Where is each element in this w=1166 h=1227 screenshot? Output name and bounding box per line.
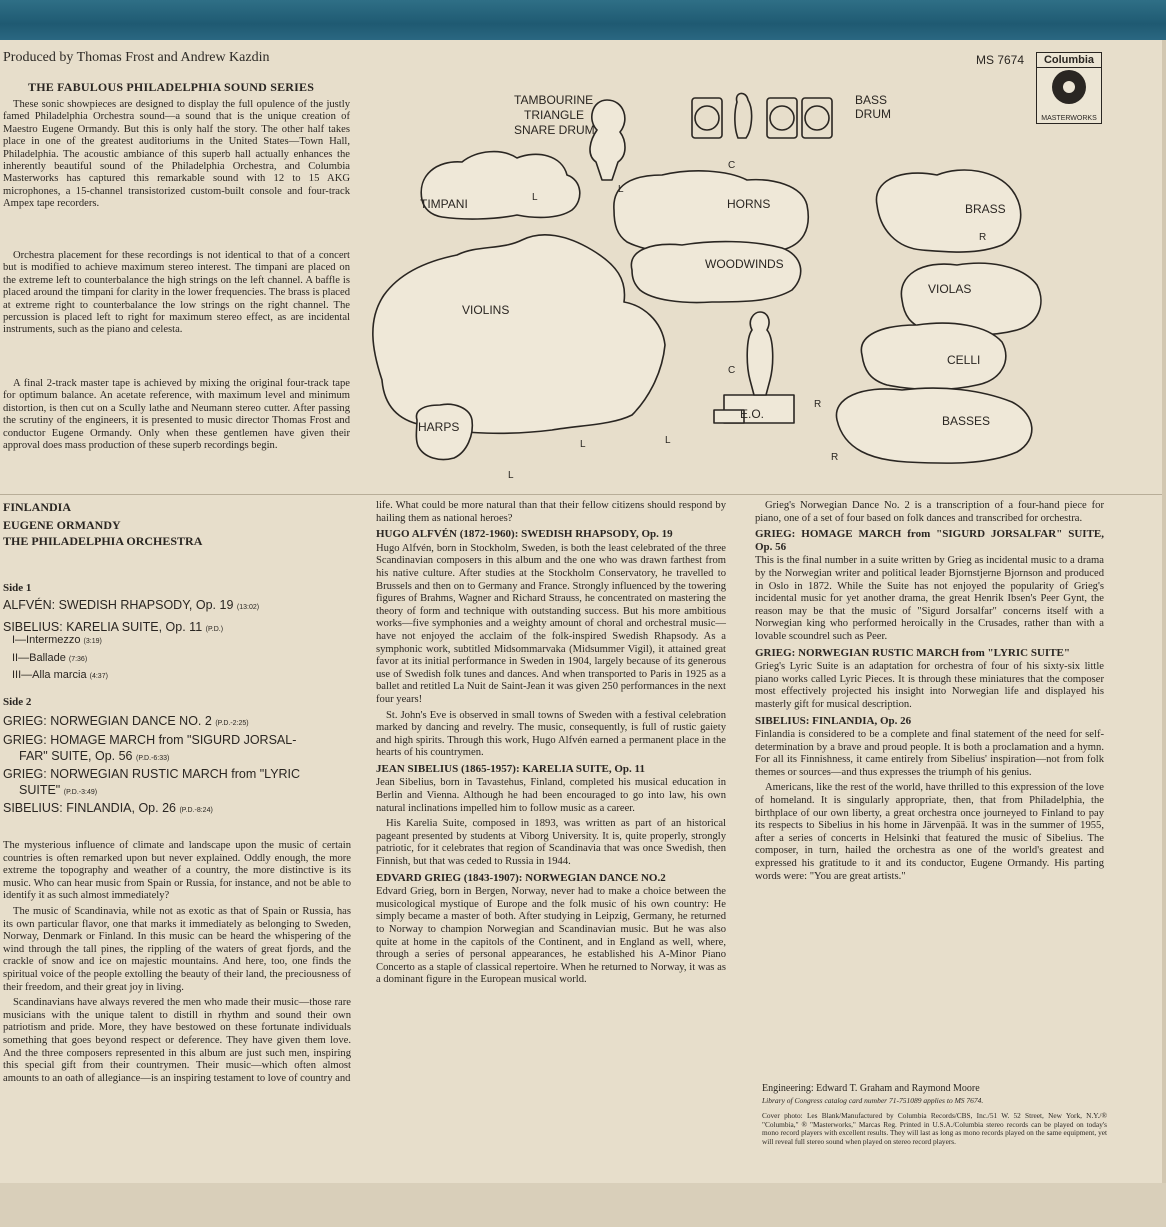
engineering-credit: Engineering: Edward T. Graham and Raymond Moore — [762, 1083, 980, 1094]
alfven-paragraph-1: Hugo Alfvén, born in Stockholm, Sweden, is both the least celebrated of the three Scandinavian composers in this album and the one who was drawn farthest from his native culture. After studies at the Stockholm Conservatory, he travelled to Brussels and then on to Germany and France. Strongly influenced by the towering figures of Brahms, Wagner and Richard Strauss, he concentrated on mastering the theory of form and technique with outstanding success. But his more ambitious works—five symphonies and a weighty amount of choral and orchestral music—have not enjoyed the acclaim of the folk-inspired Swedish Rhapsody. As a symphonic work, subtitled Midsommarvaka (Midsummer Vigil), it attained great favor at its initial performance in Sweden in 1904, largely because of its generous use of Swedish folk tunes and dances. And when transported to Paris in 1925 as a ballet and retitled La Nuit de Saint-Jean it was given 250 performances in the next four years! — [376, 542, 726, 705]
essay-paragraph-1: The mysterious influence of climate and landscape upon the music of certain countries is often remarked upon but never explained. Oddly enough, the more extreme the topography and weather of a country, the more distinctive is its music. Who can hear music from Spain or Russia, for instance, and not be able to identify it as such almost immediately? — [3, 840, 351, 902]
middle-column — [376, 500, 726, 990]
sheet-bottom-edge — [0, 1183, 1166, 1227]
orchestra-seating-diagram — [362, 80, 1108, 500]
track-rustic-march: GRIEG: NORWEGIAN RUSTIC MARCH from "LYRIC SUITE" (P.D.-3:49) — [3, 767, 301, 797]
movement-ballade: II—Ballade (7:36) — [12, 652, 88, 664]
label-celli: CELLI — [947, 353, 981, 367]
heading-grieg: EDVARD GRIEG (1843-1907): NORWEGIAN DANCE NO.2 — [376, 871, 666, 884]
track-alfven: ALFVÉN: SWEDISH RHAPSODY, Op. 19 (13:02) — [3, 598, 260, 612]
heading-rustic-march: GRIEG: NORWEGIAN RUSTIC MARCH from "LYRIC SUITE" — [755, 646, 1070, 659]
library-of-congress-note: Library of Congress catalog card number 71-751089 applies to MS 7674. — [762, 1096, 984, 1105]
track-homage-march: GRIEG: HOMAGE MARCH from "SIGURD JORSAL- FAR" SUITE, Op. 56 (P.D.-6:33) — [3, 733, 297, 763]
catalog-number: MS 7674 — [976, 53, 1025, 67]
homage-paragraph: This is the final number in a suite written by Grieg as incidental music to a drama by the Norwegian writer and political leader Bjornstjerne Bjornson and produced in Oslo in 1872. While the Suite has not enjoyed the popularity of Grieg's incidental music for yet another drama, the great Henrik Ibsen's Peer Gynt, the reason may be that the music of "Sigurd Jorsalfar" concerns itself with a Norwegian king who performed heroically in the Crusades, rather than with a lovable scoundrel such as Peer. — [755, 555, 1104, 642]
finlandia-paragraph-1: Finlandia is considered to be a complete and final statement of the need for self-determination by a brave and proud people. It is both a proclamation and a hymn. For all its Finnishness, it came entirely from Sibelius' inspiration—not from folk themes or sources—and thus expresses the triumph of his genius. — [755, 729, 1104, 778]
top-band — [0, 0, 1166, 40]
label-triangle: TRIANGLE — [524, 108, 585, 122]
sibelius-paragraph-1: Jean Sibelius, born in Tavastehus, Finland, completed his musical education in Berlin and Vienna. Although he had been encouraged to go into law, his own natural inclinations impelled him to follow music as a career. — [376, 777, 726, 814]
middle-paragraph-0: life. What could be more natural than that their fellow citizens should respond by hailing them as national heroes? — [376, 500, 726, 524]
essay-paragraph-2: The music of Scandinavia, while not as exotic as that of Spain or Russia, has its own particular flavor, one that marks it immediately as belonging to Sweden, Norway, Denmark or Finland. In this music can be heard the whispering of the wind through the tall pines, the rippling of the waters of great fjords, and the crackle of snow and ice on majestic mountains. And here, too, one finds the spiritual voice of the people extolling the beauty of their land, the preciousness of their freedom, and their great joy in living. — [3, 905, 351, 993]
fine-print: Cover photo: Les Blank/Manufactured by Columbia Records/CBS, Inc./51 W. 52 Street, New York, N.Y./® "Columbia," ® "Masterworks," Marcas Reg. Printed in U.S.A./Columbia stereo records can be played on today's mono record players with excellent results. They will last as long as mono records played on the same equipment, yet will reveal full stereo sound when played on stereo record players. — [762, 1111, 1107, 1146]
mic-label-l4: L — [665, 435, 671, 446]
logo-masterworks: MASTERWORKS — [1041, 115, 1097, 122]
right-paragraph-0: Grieg's Norwegian Dance No. 2 is a transcription of a four-hand piece for piano, one of a set of four based on folk dances and transcribed for orchestra. — [755, 500, 1104, 524]
heading-sibelius: JEAN SIBELIUS (1865-1957): KARELIA SUITE, Op. 11 — [376, 762, 645, 775]
orchestra-name: THE PHILADELPHIA ORCHESTRA — [3, 534, 203, 548]
mic-label-r2: R — [814, 399, 822, 410]
horns-section — [614, 171, 808, 253]
mic-label-c2: C — [728, 365, 736, 376]
grieg-paragraph-1: Edvard Grieg, born in Bergen, Norway, never had to make a choice between the musicological mystique of Europe and the folk music of his own country: He simply became a master of both. After studying in Leipzig, Germany, he returned to Norway to champion Norwegian and Scandinavian music. But he was also quite at home in the capitols of the Continent, and in England as well, where, through a series of personal appearances, he established his A-Minor Piano Concerto as a staple of classical repertoire. When he returned to Norway, it was as a dominant figure in the European musical world. — [376, 886, 726, 986]
alfven-paragraph-2: St. John's Eve is observed in small towns of Sweden with a festival celebration marked by dancing and revelry. The music, consequently, is full of rustic gaiety and high spirits. Through this work, Hugo Alfvén earned a permanent place in the hearts of his countrymen. — [376, 709, 726, 759]
finlandia-paragraph-2: Americans, like the rest of the world, have thrilled to this expression of the love of homeland. It is singularly appropriate, then, that from Philadelphia, the birthplace of our own liberty, a great orchestra once journeyed to Finland to pay its respects to Sibelius in his home in Järvenpää. It was in the summer of 1955, after a series of concerts in Helsinki that featured the music of Sibelius. The composer, in turn, hailed the orchestra as one of the world's greatest and expressed his gratitude to it and its conductor, Eugene Ormandy. His parting words were: "You are great artists." — [755, 782, 1104, 882]
mic-label-l2: L — [618, 184, 624, 195]
essay-column — [3, 840, 351, 1088]
conductor-name: EUGENE ORMANDY — [3, 518, 121, 532]
drums-icon — [692, 93, 832, 138]
heading-finlandia: SIBELIUS: FINLANDIA, Op. 26 — [755, 714, 912, 727]
basses-section — [836, 388, 1031, 463]
heading-homage-march: GRIEG: HOMAGE MARCH from "SIGURD JORSALFAR" SUITE, Op. 56 — [755, 528, 1104, 553]
mic-label-c1: C — [728, 160, 736, 171]
woodwinds-section — [631, 242, 800, 303]
sibelius-paragraph-2: His Karelia Suite, composed in 1893, was written as part of an historical pageant presented by students at Viborg University. It is, quite properly, strongly patriotic, for it celebrates that region of Scandinavia that was once Swedish, then Finnish, but that was ceded to Russia in 1944. — [376, 818, 726, 868]
mic-label-l3: L — [580, 439, 586, 450]
label-basses: BASSES — [942, 414, 991, 428]
track-finlandia: SIBELIUS: FINLANDIA, Op. 26 (P.D.-8:24) — [3, 801, 213, 815]
movement-alla-marcia: III—Alla marcia (4:37) — [12, 669, 108, 681]
mic-label-l1: L — [532, 192, 538, 203]
rustic-paragraph: Grieg's Lyric Suite is an adaptation for orchestra of four of his sixty-six little piano works called Lyric Pieces. It is through these miniatures that the composer most effectively projected his insight into Norwegian life and displayed his masterly gift for musical description. — [755, 661, 1104, 710]
producer-credit: Produced by Thomas Frost and Andrew Kazdin — [3, 50, 270, 65]
label-tambourine: TAMBOURINE — [514, 93, 594, 107]
right-column — [755, 500, 1104, 886]
track-norwegian-dance: GRIEG: NORWEGIAN DANCE NO. 2 (P.D.-2:25) — [3, 714, 249, 728]
label-harps: HARPS — [418, 420, 460, 434]
label-timpani: TIMPANI — [420, 197, 468, 211]
label-woodwinds: WOODWINDS — [705, 257, 784, 271]
series-title: THE FABULOUS PHILADELPHIA SOUND SERIES — [28, 80, 315, 94]
series-paragraph-3: A final 2-track master tape is achieved by mixing the original four-track tape for optimum balance. An acetate reference, with maximum level and minimum distortion, is then cut on a Scully lathe and Neumann stereo cutter. After passing the scrutiny of the engineers, it is presented to music director Thomas Frost and conductor Eugene Ormandy. Only when these gentlemen have given their approval does mass production of these superb recordings begin. — [3, 378, 350, 452]
label-eo: E.O. — [740, 407, 765, 421]
series-paragraph-2: Orchestra placement for these recordings is not identical to that of a concert but is modified to achieve maximum stereo interest. The timpani are placed on the extreme left to counterbalance the high strings on the left channel. A baffle is placed around the timpani for clarity in the lower frequencies. The brass is placed at extreme right to counterbalance the low strings on the right channel. The percussion is placed left to right for maximum stereo effect, as are incidental instruments, such as the piano and celesta. — [3, 250, 350, 336]
celli-section — [861, 323, 1005, 389]
section-divider — [0, 494, 1162, 495]
label-violas: VIOLAS — [928, 282, 972, 296]
label-violins: VIOLINS — [462, 303, 510, 317]
label-snare-drum: SNARE DRUM — [514, 123, 595, 137]
logo-brand: Columbia — [1037, 53, 1101, 68]
side-1-heading: Side 1 — [3, 582, 32, 594]
side-2-heading: Side 2 — [3, 696, 32, 708]
label-horns: HORNS — [727, 197, 771, 211]
label-drum: DRUM — [855, 107, 891, 121]
label-bass: BASS — [855, 93, 888, 107]
movement-intermezzo: I—Intermezzo (3:19) — [12, 634, 102, 646]
track-karelia: SIBELIUS: KARELIA SUITE, Op. 11 (P.D.) — [3, 620, 224, 634]
album-title: FINLANDIA — [3, 500, 72, 514]
mic-label-r1: R — [979, 232, 987, 243]
series-paragraph-1: These sonic showpieces are designed to display the full opulence of the justly famed Philadelphia Orchestra sound—a sound that is the unique creation of Maestro Eugene Ormandy. But this is only half the story. The other half takes place in one of the greatest auditoriums in the United States—Town Hall, Philadelphia. The acoustic ambiance of this superb hall actually enhances the inherently beautiful sound of the Philadelphia Orchestra, and Columbia Masterworks has captured this remarkable sound with 12 to 15 AKG microphones, a 15-channel transistorized custom-built console and four-track Ampex tape recorders. — [3, 99, 350, 210]
violins-section — [373, 235, 665, 433]
essay-paragraph-3: Scandinavians have always revered the men who made their music—those rare musicians with the unique talent to distill in rhythm and sound their own patriotism and pride. More, they have bestowed on these fortunate individuals something that goes beyond respect or deference. They have given them love. And the three composers represented in this album are just such men, inspiring this special gift from their countrymen. Their music—which often almost amounts to an oath of allegiance—is an inspiring testament to love of country and — [3, 997, 351, 1084]
label-brass: BRASS — [965, 202, 1006, 216]
mic-label-r3: R — [831, 452, 839, 463]
seating-diagram-svg — [362, 80, 1108, 500]
percussion-figure — [590, 100, 625, 180]
conductor-figure — [747, 312, 772, 395]
heading-alfven: HUGO ALFVÉN (1872-1960): SWEDISH RHAPSODY, Op. 19 — [376, 528, 673, 541]
mic-label-l5: L — [508, 470, 514, 481]
